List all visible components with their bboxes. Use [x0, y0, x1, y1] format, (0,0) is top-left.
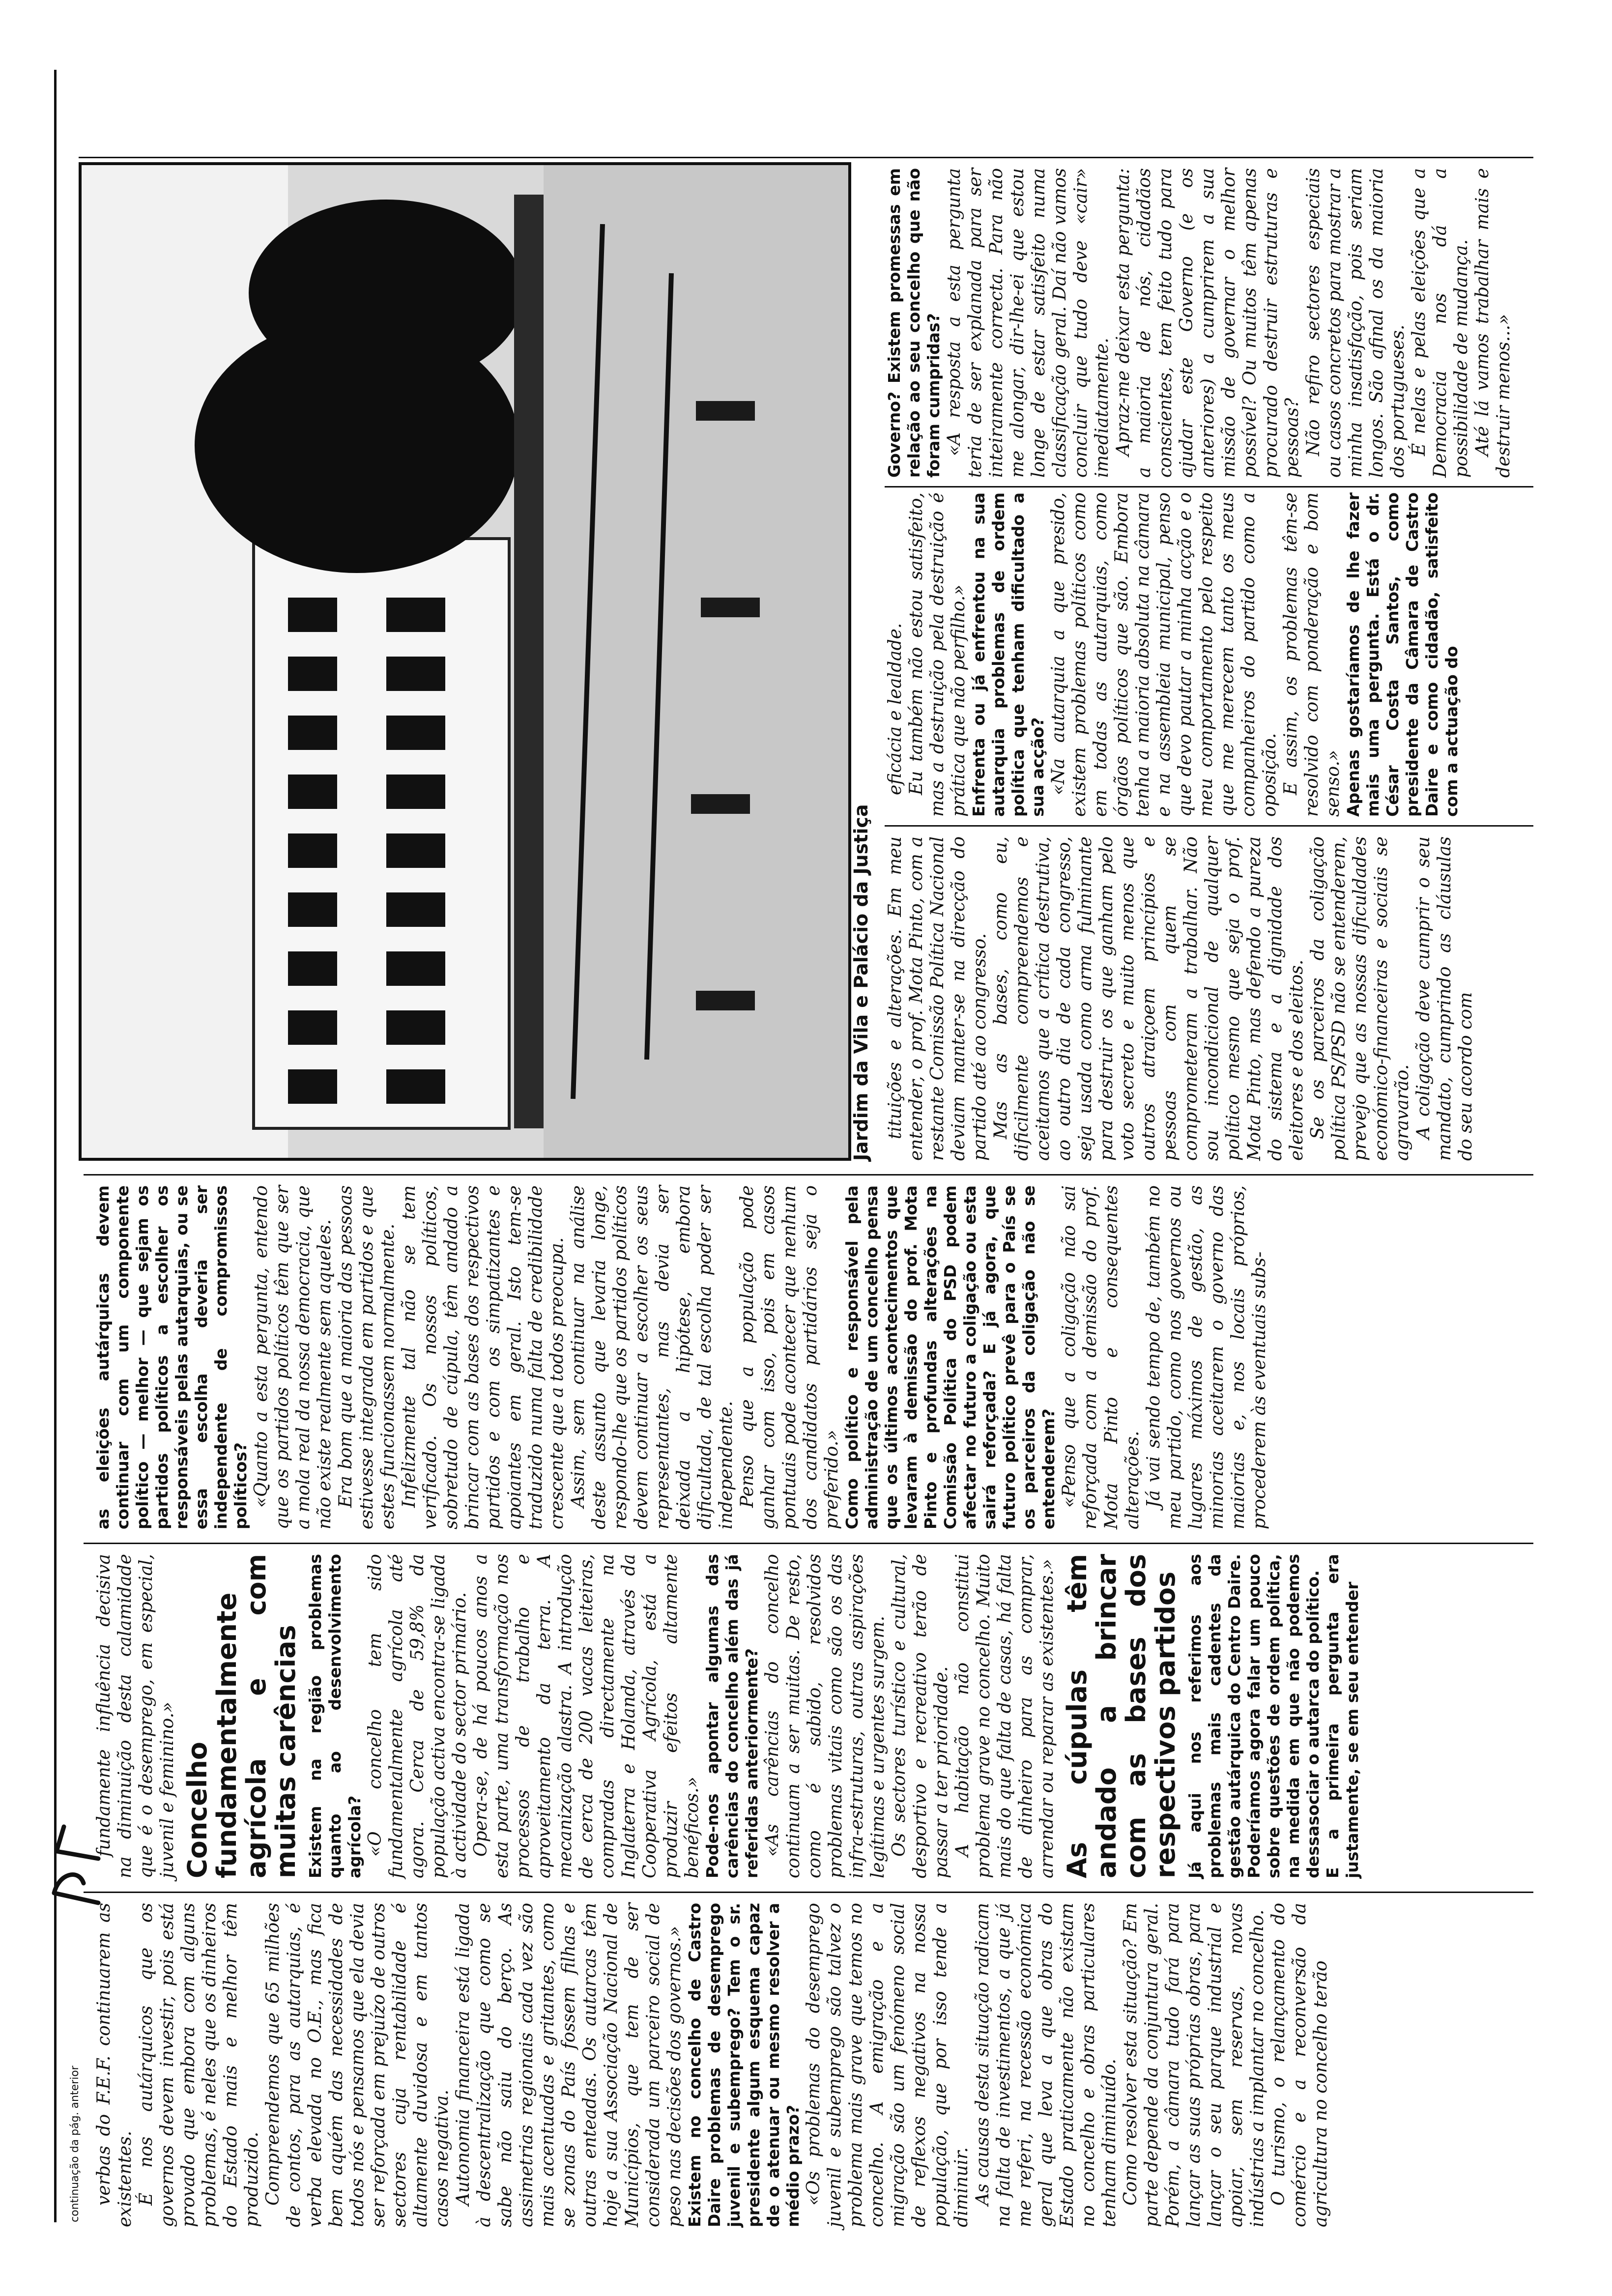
- article-column-2: [93, 1554, 1538, 1878]
- article-column-5: [885, 492, 1538, 817]
- column-rule-2: [84, 1543, 1533, 1544]
- body-paragraph: «Na autarquia a que presido, existem problemas políticos como em todas as autarquias, como órgãos políticos que são. Embora tenha a maioria absoluta na câmara e na assembleia municipal, penso que devo pautar a minha acção e o meu comportamento pelo respeito que me merecem tanto os meus companheiros do partido como a oposição.: [1048, 492, 1280, 817]
- body-paragraph: É nos autárquicos que os governos devem investir, pois está provado que embora com alguns problemas, é neles que os dinheiros do Estado mais e melhor têm produzido.: [136, 1903, 262, 2227]
- interview-question: Governo? Existem promessas em relação ao seu concelho que não foram cumpridas?: [885, 168, 943, 478]
- article-column-4: [885, 836, 1538, 1161]
- body-paragraph: Opera-se, de há poucos anos a esta parte, uma transformação nos processos de trabalho e aproveitamento da terra. A mecanização alastra. A introdução de cerca de 200 vacas leiteiras, compradas directamente na Inglaterra e Holanda, através da Cooperativa Agrícola, está a produzir efeitos altamente benéficos.»: [471, 1554, 702, 1878]
- article-column-3: [93, 1185, 1538, 1529]
- body-paragraph: fundamente influência decisiva na diminuição desta calamidade que é o desemprego, em especial, juvenil e feminino.»: [94, 1554, 177, 1878]
- interview-question: as eleições autárquicas devem continuar com um componente político — melhor — que sejam os partidos políticos a escolher os responsáveis pelas autarquias, ou se essa escolha deveria ser independente de compromissos políticos?: [93, 1185, 250, 1529]
- body-paragraph: «O concelho tem sido fundamentalmente agrícola até agora. Cerca de 59,8% da população activa encontra-se ligada à actividade do sector primário.: [365, 1554, 470, 1878]
- interview-question: E a primeira pergunta era justamente, se em seu entender: [1323, 1554, 1362, 1878]
- article-column-1: [93, 1903, 1538, 2227]
- body-paragraph: Mas as bases, como eu, dificilmente compreendemos e aceitamos que a crítica destrutiva, ao outro dia de cada congresso, seja usada como arma fulminante para destruir os que ganham pelo voto secreto e muito menos que outros atraiçoem princípios e pessoas com quem se comprometeram a trabalhar. Não sou incondicional de qualquer político mesmo que seja o prof. Mota Pinto, mas defendo a pureza do sistema e a dignidade dos eleitores e dos eleitos.: [991, 836, 1307, 1161]
- body-paragraph: «As carências do concelho continuam a ser muitas. De resto, como é sabido, resolvidos problemas vitais como são os das infra-estruturas, outras aspirações legítimas e urgentes surgem.: [762, 1554, 888, 1878]
- interview-question: Pode-nos apontar algumas das carências do concelho além das já referidas anteriormente?: [703, 1554, 761, 1878]
- body-paragraph: verbas do F.E.F. continuarem as existentes.: [94, 1903, 135, 2227]
- body-paragraph: «A resposta a esta pergunta teria de ser explanada para ser inteiramente correcta. Para não me alongar, dir-lhe-ei que estou longe de estar satisfeito numa classificação geral. Daí não vamos concluir que tudo deve «cair» imediatamente.: [944, 168, 1112, 478]
- column-rule-4: [885, 825, 1533, 827]
- body-paragraph: Já vai sendo tempo de, também no meu partido, como nos governos ou lugares máximos de gestão, as minorias aceitarem o governo das maiorias e, nos locais próprios, procederem às eventuais subs-: [1144, 1185, 1269, 1529]
- body-paragraph: Os sectores turístico e cultural, desportivo e recreativo terão de passar a ter prioridade.: [889, 1554, 951, 1878]
- body-paragraph: Assim, sem continuar na análise deste assunto que levaria longe, respondo-lhe que os partidos políticos devem continuar a escolher os seus representantes, mas devia ser deixada a hipótese, embora dificultada, de tal escolha poder ser independente.: [568, 1185, 736, 1529]
- interview-question: Enfrenta ou já enfrentou na sua autarquia problemas de ordem política que tenham dificultado a sua acção?: [969, 492, 1047, 817]
- column-rule-6: [79, 157, 1533, 158]
- section-heading: As cúpulas têm andado a brincar com as bases dos respectivos partidos: [1062, 1554, 1181, 1878]
- continuation-note: continuação da pág. anterior: [69, 2066, 81, 2222]
- body-paragraph: Penso que a população pode ganhar com isso, pois em casos pontuais pode acontecer que nenhum dos candidatos partidários seja o preferido.»: [737, 1185, 842, 1529]
- interview-question: Como político e responsável pela administração de um concelho pensa que os últimos acontecimentos que levaram à demissão do prof. Mota Pinto e profundas alterações na Comissão Política do PSD podem afectar no futuro a coligação ou esta sairá reforçada? E já agora, que futuro político prevê para o País se os parceiros da coligação não se entenderem?: [842, 1185, 1058, 1529]
- body-paragraph: É nelas e pelas eleições que a Democracia nos dá a possibilidade de mudança.: [1409, 168, 1471, 478]
- column-rule-1: [84, 1892, 1533, 1893]
- body-paragraph: E assim, os problemas têm-se resolvido com ponderação e bom senso.»: [1281, 492, 1343, 817]
- photo-caption: Jardim da Vila e Palácio da Justiça: [850, 804, 872, 1161]
- body-paragraph: A coligação deve cumprir o seu mandato, cumprindo as cláusulas do seu acordo com: [1413, 836, 1476, 1161]
- body-paragraph: tituições e alterações. Em meu entender, o prof. Mota Pinto, com a restante Comissão Política Nacional deviam manter-se na direcção do partido até ao congresso.: [885, 836, 990, 1161]
- body-paragraph: Se os parceiros da coligação política PS/PSD não se entenderem, prevejo que as nossas dificuldades económico-financeiras e sociais se agravarão.: [1308, 836, 1412, 1161]
- body-paragraph: Até lá vamos trabalhar mais e destruir menos...»: [1472, 168, 1514, 478]
- body-paragraph: Era bom que a maioria das pessoas estivesse integrada em partidos e que estes funcionassem normalmente.: [336, 1185, 398, 1529]
- body-paragraph: Eu também não estou satisfeito, mas a destruição pela destruição é prática que não perfilho.»: [906, 492, 969, 817]
- interview-question: Existem na região problemas quanto ao desenvolvimento agrícola?: [306, 1554, 364, 1878]
- photo-jardim-da-vila: [79, 162, 851, 1161]
- body-paragraph: As causas desta situação radicam na falta de investimentos, a que já me referi, na recessão económica geral que leva a que obras do Estado praticamente não existam no concelho e obras particulares tenham diminuído.: [973, 1903, 1120, 2227]
- body-paragraph: Compreendemos que 65 milhões de contos, para as autarquias, é verba elevada no O.E., mas fica bem aquém das necessidades de todos nós e pensamos que ela devia ser reforçada em prejuízo de outros sectores cuja rentabilidade é altamente duvidosa e em tantos casos negativa.: [263, 1903, 452, 2227]
- body-paragraph: «Penso que a coligação não sai reforçada com a demissão do prof. Mota Pinto e consequentes alterações.: [1059, 1185, 1143, 1529]
- body-paragraph: Apraz-me deixar esta pergunta: a maioria de nós, cidadãos conscientes, tem feito tudo para ajudar este Governo (e os anteriores) a cumprirem a sua missão de governar o melhor possível? Ou muitos têm apenas procurado destruir estruturas e pessoas?: [1113, 168, 1302, 478]
- body-paragraph: Autonomia financeira está ligada à descentralização que como se sabe não saiu do berço. As assimetrias regionais cada vez são mais acentuadas e gritantes, como se zonas do País fossem filhas e outras enteadas. Os autarcas têm hoje a sua Associação Nacional de Municípios, que tem de ser considerada um parceiro social de peso nas decisões dos governos.»: [453, 1903, 685, 2227]
- section-heading: Concelho fundamentalmente agrícola e com muitas carências: [182, 1554, 301, 1878]
- body-paragraph: eficácia e lealdade.: [885, 623, 905, 795]
- body-paragraph: «Os problemas do desemprego juvenil e subemprego são talvez o problema mais grave que temos no concelho. A emigração e a migração são um fenómeno social de reflexos negativos na nossa população, que por isso tende a diminuir.: [804, 1903, 972, 2227]
- body-paragraph: «Quanto a esta pergunta, entendo que os partidos políticos têm que ser a mola real da nossa democracia, que não existe realmente sem aqueles.: [251, 1185, 335, 1529]
- interview-question: Apenas gostaríamos de lhe fazer mais uma pergunta. Está o dr. César Costa Santos, como presidente da Câmara de Castro Daire e como cidadão, satisfeito com a actuação do: [1344, 492, 1461, 817]
- column-rule-5: [885, 486, 1533, 488]
- body-paragraph: O turismo, o relançamento do comércio e a reconversão da agricultura no concelho terão: [1268, 1903, 1331, 2227]
- article-column-6: [885, 168, 1538, 478]
- body-paragraph: A habitação não constitui problema grave no concelho. Muito mais do que falta de casas, há falta de dinheiro para as comprar, arrendar ou reparar as existentes.»: [952, 1554, 1057, 1878]
- photo-graphic: [82, 165, 848, 1158]
- interview-question: Já aqui nos referimos aos problemas mais cadentes da gestão autárquica do Centro Daire. Poderíamos agora falar um pouco sobre questões de ordem política, na medida em que não podemos dessasociar o autarca do político.: [1185, 1554, 1323, 1878]
- column-rule-3: [84, 1174, 1533, 1176]
- interview-question: Existem no concelho de Castro Daire problemas de desemprego juvenil e subemprego? Tem o sr. presidente algum esquema capaz de o atenuar ou mesmo resolver a médio prazo?: [685, 1903, 803, 2227]
- body-paragraph: Infelizmente tal não se tem verificado. Os nossos políticos, sobretudo de cúpula, têm andado a brincar com as bases dos respectivos partidos e com os simpatizantes e apoiantes em geral. Isto tem-se traduzido numa falta de credibilidade crescente que a todos preocupa.: [399, 1185, 567, 1529]
- body-paragraph: Como resolver esta situação? Em parte depende da conjuntura geral. Porém, a câmara tudo fará para lançar as suas próprias obras, para lançar o seu parque industrial e apoiar, sem reservas, novas indústrias a implantar no concelho.: [1121, 1903, 1267, 2227]
- body-paragraph: Não refiro sectores especiais ou casos concretos para mostrar a minha insatisfação, pois seriam longos. São afinal os da maioria dos portugueses.: [1303, 168, 1408, 478]
